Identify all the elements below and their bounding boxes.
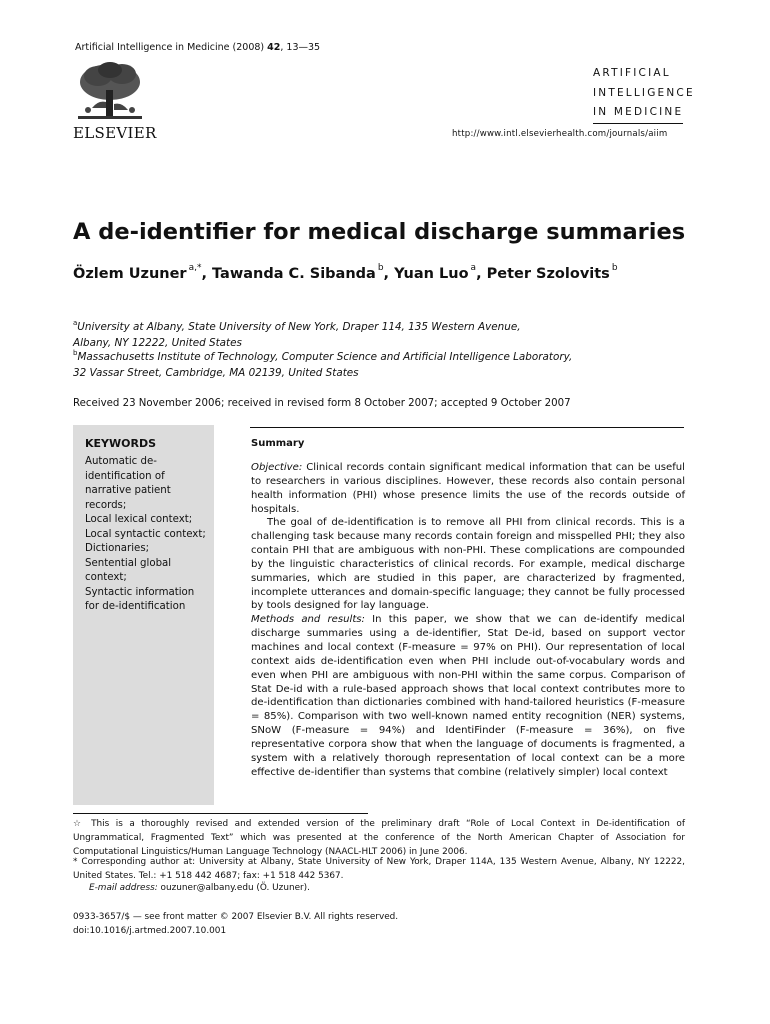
keyword-item: Dictionaries;	[85, 543, 150, 554]
article-title: A de-identifier for medical discharge summaries	[73, 219, 686, 245]
received-dates: Received 23 November 2006; received in revised form 8 October 2007; accepted 9 October 2007	[73, 398, 571, 409]
author-list	[73, 263, 618, 282]
author-affil-mark: b	[611, 263, 618, 273]
footnote-email: E-mail address: ouzuner@albany.edu (Ö. Uzuner).	[89, 883, 310, 893]
affiliation-b: $^b$Massachusetts Institute of Technology, Computer Science and Artificial Intelligence Laboratory, 32 Vassar Street, Cambridge, MA 02139, United States	[73, 349, 573, 379]
author-affil-mark: a	[470, 263, 477, 273]
copyright-block	[73, 910, 398, 938]
summary-objective: Objective: Clinical records contain significant medical information that can be useful to researchers in various disciplines. However, these records also contain personal health information (PHI) whose presence limits the use of the records outside of hospitals.	[251, 462, 685, 515]
footnote-rule	[73, 813, 368, 814]
keywords-list	[85, 455, 210, 615]
publisher-name: ELSEVIER	[73, 124, 157, 142]
summary-goal: The goal of de-identification is to remove all PHI from clinical records. This is a challenging task because many records contain foreign and misspelled PHI; they also contain PHI that are ambiguous with non-PHI. These complications are compounded by the linguistic characteristics of clinical records. For example, medical discharge summaries, which are studied in this paper, are characterized by fragmented, incomplete utterances and domain-specific language; they cannot be fully processed by tools designed for lay language.	[251, 517, 685, 612]
summary-methods: Methods and results: In this paper, we show that we can de-identify medical discharge summaries using a de-identifier, Stat De-id, based on support vector machines and local context (F-measure = 97% on PHI). Our representation of local context aids de-identification even when PHI include out-of-vocabulary words and even when PHI are ambiguous with non-PHI within the same corpus. Comparison of Stat De-id with a rule-based approach shows that local context contributes more to de-identification than dictionaries combined with hand-tailored heuristics (F-measure = 85%). Comparison with two well-known named entity recognition (NER) systems, SNoW (F-measure = 94%) and IdentiFinder (F-measure = 36%), on five representative corpora show that when the language of documents is fragmented, a system with a relatively thorough representation of local context can be a more effective de-identifier than systems that combine (relatively simpler) local context	[251, 614, 685, 778]
summary-top-rule	[250, 427, 684, 428]
journal-name-line2: INTELLIGENCE	[593, 86, 695, 99]
author-name: , Yuan Luo	[383, 266, 469, 282]
author-name: Özlem Uzuner	[73, 266, 187, 282]
keyword-item: Local syntactic context;	[85, 528, 206, 540]
author-affil-mark: a,*	[188, 263, 202, 273]
keyword-item: Sentential global context;	[85, 557, 172, 583]
journal-name-block	[593, 64, 695, 122]
journal-reference: Artificial Intelligence in Medicine (2008) 42, 13—35	[75, 42, 321, 53]
keywords-heading: KEYWORDS	[85, 437, 157, 450]
footnote-revision: ☆ This is a thoroughly revised and extended version of the preliminary draft “Role of Local Context in De-identification of Ungrammatical, Fragmented Text” which was presented at the conference of the North American Chapter of Association for Computational Linguistics/Human Language Technology (NAACL-HLT 2006) in June 2006.	[73, 819, 685, 857]
journal-name-rule	[593, 123, 683, 124]
journal-url[interactable]: http://www.intl.elsevierhealth.com/journals/aiim	[452, 129, 668, 139]
doi-line[interactable]: doi:10.1016/j.artmed.2007.10.001	[73, 926, 227, 936]
journal-name-line1: ARTIFICIAL	[593, 67, 671, 79]
keyword-item: Local lexical context;	[85, 514, 193, 525]
author-name: , Tawanda C. Sibanda	[201, 266, 376, 282]
summary-heading: Summary	[251, 438, 305, 449]
footnote-corresponding: * Corresponding author at: University at Albany, State University of New York, Draper 114A, 135 Western Avenue, Albany, NY 12222, United States. Tel.: +1 518 442 4687; fax: +1 518 442 5367.	[73, 857, 685, 881]
author-name: , Peter Szolovits	[476, 266, 610, 282]
author-affil-mark: b	[377, 263, 384, 273]
summary-body	[251, 461, 685, 779]
affiliation-a: $^a$University at Albany, State University of New York, Draper 114, 135 Western Avenue, Albany, NY 12222, United States	[73, 319, 521, 349]
keyword-item: Automatic de-identification of narrative patient records;	[85, 456, 171, 511]
copyright-line: 0933-3657/$ — see front matter © 2007 Elsevier B.V. All rights reserved.	[73, 912, 399, 922]
email-link[interactable]: ouzuner@albany.edu	[157, 883, 254, 893]
journal-name-line3: IN MEDICINE	[593, 106, 684, 118]
keyword-item: Syntactic information for de-identification	[85, 586, 195, 612]
